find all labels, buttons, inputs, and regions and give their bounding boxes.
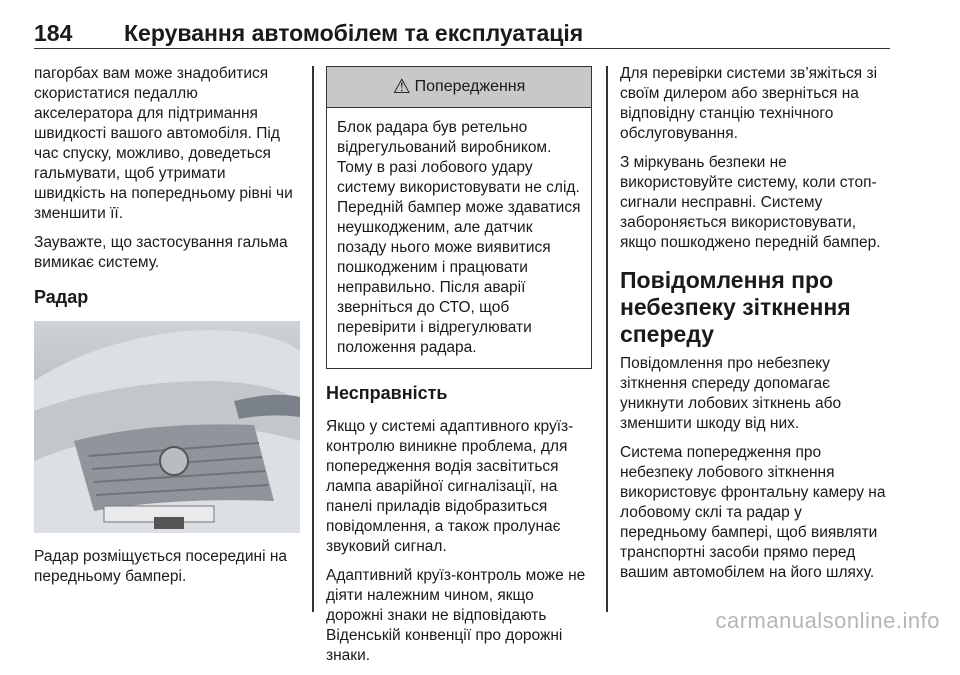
warning-title: Попередження (414, 78, 526, 95)
paragraph: Для перевірки системи зв’яжіться зі своїм дилером або зверніться на відповідну станцію технічного обслуговування. (620, 65, 878, 142)
paragraph: Повідомлення про небезпеку зіткнення спереду допомагає уникнути лобових зіткнень або зменшити шкоду від них. (620, 355, 842, 432)
column-right (620, 64, 892, 592)
warning-icon: ⚠ (392, 76, 411, 98)
page-header (34, 14, 890, 49)
image-caption: Радар розміщується посередині на передньому бампері. (34, 548, 287, 585)
paragraph: Якщо у системі адаптивного круїз-контролю виникне проблема, для попередження водія засвітиться лампа аварійної сигналізації, на панелі приладів відобразиться повідомлення, а також пролунає звуковий сигнал. (326, 418, 574, 555)
paragraph: Система попередження про небезпеку лобового зіткнення використовує фронтальну камеру на лобовому склі та радар у передньому бампері, щоб виявляти транспортні засоби прямо перед вашим автомобілем на його шляху. (620, 444, 886, 581)
section-heading-collision-alert: Повідомлення про небезпеку зіткнення спереду (620, 267, 851, 347)
column-divider-left (312, 66, 314, 612)
column-divider-right (606, 66, 608, 612)
radar-location-image (34, 321, 300, 533)
paragraph: Зауважте, що застосування гальма вимикає систему. (34, 234, 288, 271)
warning-box (326, 66, 592, 369)
column-left (34, 64, 300, 596)
warning-text: Блок радара був ретельно відрегульований виробником. Тому в разі лобового удару систему використовувати не слід. Передній бампер може здаватися неушкодженим, але датчик позаду нього може виявитися пошкодженим і працювати неправильно. Після аварії зверніться до СТО, щоб перевірити і відрегулювати положення радара. (337, 119, 581, 356)
warning-header (327, 67, 591, 108)
watermark: carmanualsonline.info (715, 608, 940, 633)
chapter-title: Керування автомобілем та експлуатація (124, 20, 584, 46)
paragraph: пагорбах вам може знадобитися скористатися педаллю акселератора для підтримання швидкості вашого автомобіля. Під час спуску, можливо, доведеться гальмувати, щоб утримати швидкість на попередньому рівні чи зменшити її. (34, 65, 293, 222)
section-heading-radar: Радар (34, 287, 89, 307)
section-heading-malfunction: Несправність (326, 383, 448, 403)
car-front-illustration (34, 321, 300, 533)
page-number: 184 (34, 20, 73, 46)
paragraph: З міркувань безпеки не використовуйте систему, коли стоп-сигнали несправні. Систему забороняється використовувати, якщо пошкоджено передній бампер. (620, 154, 881, 251)
paragraph: Адаптивний круїз-контроль може не діяти належним чином, якщо дорожні знаки не відповідають Віденській конвенції про дорожні знаки. (326, 567, 586, 664)
column-middle (326, 64, 592, 675)
